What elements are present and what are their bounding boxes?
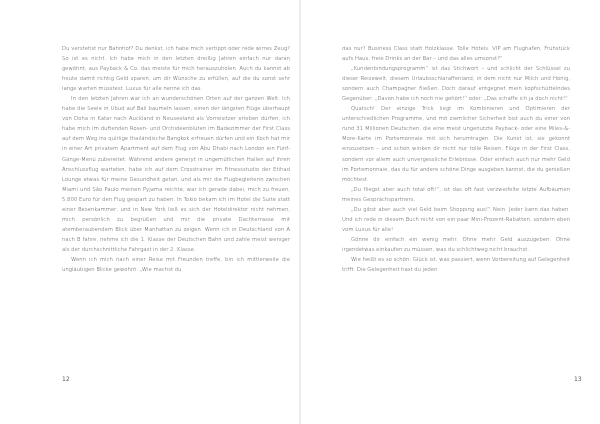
paragraph: „Du fliegst aber auch total oft!“, ist das oft fast verzweifelte letzte Aufbäumen meines Gesprächspartners. [342,186,570,203]
paragraph: Gönne dir einfach ein wenig mehr. Ohne mehr Geld auszugeben. Ohne irgendetwas einkaufen zu müssen, was du schlichtweg nicht brauchst. [342,236,570,253]
right-page [342,44,570,275]
paragraph: Du verstehst nur Bahnhof? Du denkst, ich habe mich vertippt oder rede wirres Zeug? So ist es nicht. Ich habe mich in den letzten dreißig Jahren einfach nur daran gewöhnt, aus Payback & Co. das meiste für mich herauszuholen. Auch du kannst ab heute damit richtig Geld sparen, um dir Wünsche zu erfüllen, auf die du sonst sehr lange warten müsstest. Luxus für alle nenne ich das. [62,46,290,93]
left-page [62,44,290,275]
paragraph: Quatsch! Der einzige Trick liegt im Kombinieren und Optimieren der unterschiedlichen Programme, und mit ziemlicher Sicherheit bist auch du einer von rund 31 Millionen Deutschen, die eine meist ungenutzte Payback- oder eine Miles-&-More-Karte im Portemonnaie mit sich herumtragen. Die Kunst ist, sie gekonnt einzusetzen – und schon winken dir nicht nur tolle Reisen, Flüge in der First Class, sondern vor allem auch unvergessliche Erlebnisse. Oder einfach auch nur mehr Geld im Portemonnaie, das du für andere schöne Dinge ausgeben kannst, die du genießen möchtest. [342,106,570,183]
paragraph: „Kundenbindungsprogramm“ ist das Stichwort – und schlicht der Schlüssel zu dieser Reisewelt, diesem Urlaubsschlaraffenland, in dem nicht nur Milch und Honig, sondern auch Champagner fließen. Doch darauf entgegnet mein kopfschüttelndes Gegenüber: „Davon habe ich noch nie gehört!“ oder: „Das schaffe ich ja doch nicht!“ [342,66,570,103]
paragraph: das nur? Business Class statt Holzklasse. Tolle Hotels. VIP am Flughafen, Frühstück aufs Haus, freie Drinks an der Bar – und das alles umsonst?“ [342,46,570,63]
paragraph: In den letzten Jahren war ich an wunderschönen Orten auf der ganzen Welt. Ich habe die Seele in Ubud auf Bali baumeln lassen, einen der längsten Flüge überhaupt von Doha in Katar nach Auckland in Neuseeland als Vorreisitzer erleben dürfen; ich habe mich im duftenden Rosen- und Orchideenblüten im Badezimmer der First Class auf dem Weg ins quirlige thailändische Bangkok erfreuen dürfen und ein Koch hat mir in einer Art privatem Apartment auf dem Flug von Abu Dhabi nach London ein Fünf-Gänge-Menü zubereitet. Während andere generyt in ungemütlichen Hallen auf ihren Anschlussflug warteten, habe ich auf dem Crosstrainer im Fitnessstudio der Etihad Lounge etwas für meine Gesundheit getan, und als mir die Flugbegleiterin zwischen Miami und São Paulo meinen Pyjama reichte, war ich gerade dabei, mich zu freuen, 5.800 Euro für den Flug gespart zu haben. In Tokio bekam ich im Hotel die Suite statt einer Besenkammer, und in New York ließ es sich der Hoteldirektor nicht nehmen, mich persönlich zu begrüßen und mir die private Dachterrasse mit atemberaubendem Blick über Manhattan zu zeigen. Wenn ich in Deutschland von A nach B fahre, nehme ich die 1. Klasse der Deutschen Bahn und zahle meist weniger als der durchschnittliche Fahrgast in der 2. Klasse. [62,96,290,253]
paragraph: Wenn ich mich nach einer Reise mit Freunden treffe, bin ich mittlerweile die ungläubigen Blicke gewohnt: „Wie machst du [62,256,290,274]
book-gutter [299,0,301,424]
page-number-left: 12 [62,376,70,383]
paragraph: „Du gibst aber auch viel Geld beim Shopping aus!“ Nein. Jeder kann das haben. Und ich rede in diesem Buch nicht von ein paar Mini-Prozent-Rabatten, sondern eben vom Luxus für alle! [342,206,570,233]
page-number-right: 13 [574,376,582,383]
paragraph: Wie heißt es so schön: Glück ist, was passiert, wenn Vorbereitung auf Gelegenheit trifft. Die Gelegenheit hast du jeden [342,256,570,274]
